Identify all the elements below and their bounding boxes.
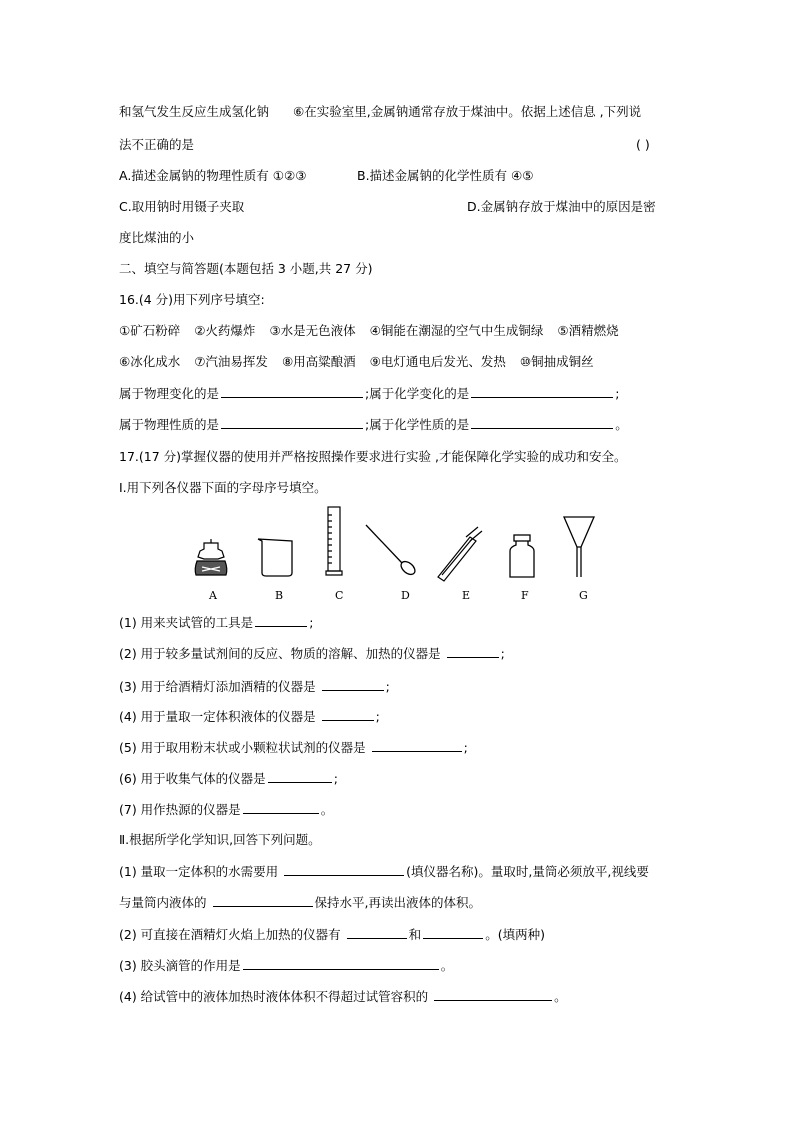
answer-blank[interactable] — [347, 926, 407, 939]
apparatus-letter: G — [579, 589, 588, 602]
answer-blank[interactable] — [471, 416, 613, 429]
funnel-icon — [564, 517, 594, 577]
label: 属于物理变化的是 — [119, 386, 220, 401]
answer-blank[interactable] — [447, 645, 499, 658]
label: 。(填两种) — [485, 927, 545, 942]
punct: ; — [385, 679, 390, 694]
q17-ii-3 — [119, 957, 453, 974]
punct: ; — [500, 646, 505, 661]
apparatus-figure — [180, 505, 610, 605]
label: (2) 用于较多量试剂间的反应、物质的溶解、加热的仪器是 — [119, 646, 441, 661]
apparatus-letter: E — [462, 589, 471, 602]
label: (4) 用于量取一定体积液体的仪器是 — [119, 709, 316, 724]
label: (1) 量取一定体积的水需要用 — [119, 864, 279, 879]
answer-blank[interactable] — [213, 894, 313, 907]
spoon-icon — [366, 525, 417, 577]
test-tube-clamp-icon — [438, 527, 482, 581]
q17-1 — [119, 614, 313, 631]
punct: ; — [333, 771, 338, 786]
answer-blank[interactable] — [221, 385, 363, 398]
punct: ; — [615, 386, 620, 401]
q17-3 — [119, 678, 390, 695]
label: (填仪器名称)。量取时,量筒必须放平,视线要 — [406, 864, 649, 879]
q16-item: ⑩铜抽成铜丝 — [519, 354, 594, 369]
punct: 。 — [440, 958, 454, 973]
q16-item: ②火药爆炸 — [194, 323, 256, 338]
q17-part1: Ⅰ.用下列各仪器下面的字母序号填空。 — [119, 480, 327, 495]
label: (3) 用于给酒精灯添加酒精的仪器是 — [119, 679, 316, 694]
q16-item: ⑤酒精燃烧 — [557, 323, 619, 338]
apparatus-letter: C — [335, 589, 344, 602]
label: 和 — [408, 927, 422, 942]
q16-items-row2 — [119, 354, 608, 370]
q17-ii-1-cont — [119, 894, 481, 911]
label: (4) 给试管中的液体加热时液体体积不得超过试管容积的 — [119, 989, 429, 1004]
q16-items-row1 — [119, 323, 633, 339]
q16-blank-line2 — [119, 416, 628, 433]
q17-part2: Ⅱ.根据所学化学知识,回答下列问题。 — [119, 832, 321, 847]
q17-5 — [119, 739, 468, 756]
graduated-cylinder-icon — [326, 507, 342, 575]
answer-blank[interactable] — [423, 926, 483, 939]
q17-6 — [119, 770, 338, 787]
label: (7) 用作热源的仪器是 — [119, 802, 241, 817]
apparatus-letter: D — [401, 589, 410, 602]
q16-item: ⑥冰化成水 — [119, 354, 181, 369]
answer-blank[interactable] — [284, 863, 404, 876]
q17-2 — [119, 645, 505, 662]
label: 保持水平,再读出液体的体积。 — [314, 895, 481, 910]
beaker-icon — [258, 539, 292, 576]
alcohol-lamp-icon — [195, 539, 227, 575]
answer-blank[interactable] — [221, 416, 363, 429]
q15-text-part: ⑥在实验室里,金属钠通常存放于煤油中。依据上述信息 ,下列说 — [293, 104, 642, 119]
punct: 。 — [320, 802, 334, 817]
q16-item: ④铜能在潮湿的空气中生成铜绿 — [369, 323, 544, 338]
answer-blank[interactable] — [255, 614, 307, 627]
q17-ii-2 — [119, 926, 545, 943]
answer-blank[interactable] — [268, 770, 332, 783]
option-c: C.取用钠时用镊子夹取 — [119, 199, 245, 214]
apparatus-letter: F — [521, 589, 529, 602]
option-a: A.描述金属钠的物理性质有 ①②③ — [119, 168, 307, 183]
punct: 。 — [554, 989, 567, 1004]
answer-blank[interactable] — [322, 678, 384, 691]
q16-item: ⑧用高粱酿酒 — [281, 354, 356, 369]
option-d-continued: 度比煤油的小 — [119, 230, 195, 245]
label: 属于物理性质的是 — [119, 417, 220, 432]
answer-blank[interactable] — [471, 385, 613, 398]
label: (2) 可直接在酒精灯火焰上加热的仪器有 — [119, 927, 341, 942]
answer-blank[interactable] — [322, 708, 374, 721]
answer-parentheses: ( ) — [636, 137, 650, 152]
punct: ; — [375, 709, 380, 724]
label: (6) 用于收集气体的仪器是 — [119, 771, 266, 786]
label: (3) 胶头滴管的作用是 — [119, 958, 241, 973]
answer-blank[interactable] — [372, 739, 462, 752]
label: (5) 用于取用粉末状或小颗粒状试剂的仪器是 — [119, 740, 366, 755]
answer-blank[interactable] — [243, 957, 439, 970]
label: ;属于化学性质的是 — [365, 417, 470, 432]
q16-item: ⑨电灯通电后发光、发热 — [369, 354, 506, 369]
punct: ; — [463, 740, 468, 755]
q15-text-line1 — [119, 104, 641, 120]
label: (1) 用来夹试管的工具是 — [119, 615, 254, 630]
punct: 。 — [615, 417, 628, 432]
q16-item: ③水是无色液体 — [269, 323, 356, 338]
q17-ii-1 — [119, 863, 649, 880]
label: 与量筒内液体的 — [119, 895, 207, 910]
q16-item: ⑦汽油易挥发 — [194, 354, 268, 369]
answer-blank[interactable] — [434, 988, 552, 1001]
option-b: B.描述金属钠的化学性质有 ④⑤ — [357, 168, 534, 183]
q16-item: ①矿石粉碎 — [119, 323, 181, 338]
option-d: D.金属钠存放于煤油中的原因是密 — [467, 199, 656, 214]
answer-blank[interactable] — [243, 801, 319, 814]
q16-title: 16.(4 分)用下列序号填空: — [119, 292, 265, 307]
q16-blank-line1 — [119, 385, 619, 402]
q15-text-part: 和氢气发生反应生成氢化钠 — [119, 104, 270, 119]
section-heading: 二、填空与简答题(本题包括 3 小题,共 27 分) — [119, 261, 373, 276]
q17-title: 17.(17 分)掌握仪器的使用并严格按照操作要求进行实验 ,才能保障化学实验的成功和安全。 — [119, 449, 627, 464]
label: ;属于化学变化的是 — [365, 386, 470, 401]
punct: ; — [309, 615, 314, 630]
q17-ii-4 — [119, 988, 567, 1005]
q17-7 — [119, 801, 333, 818]
apparatus-letter: A — [209, 589, 217, 602]
reagent-bottle-icon — [510, 535, 534, 577]
apparatus-letter: B — [275, 589, 284, 602]
q17-4 — [119, 708, 380, 725]
q15-text-line2: 法不正确的是 — [119, 137, 195, 152]
